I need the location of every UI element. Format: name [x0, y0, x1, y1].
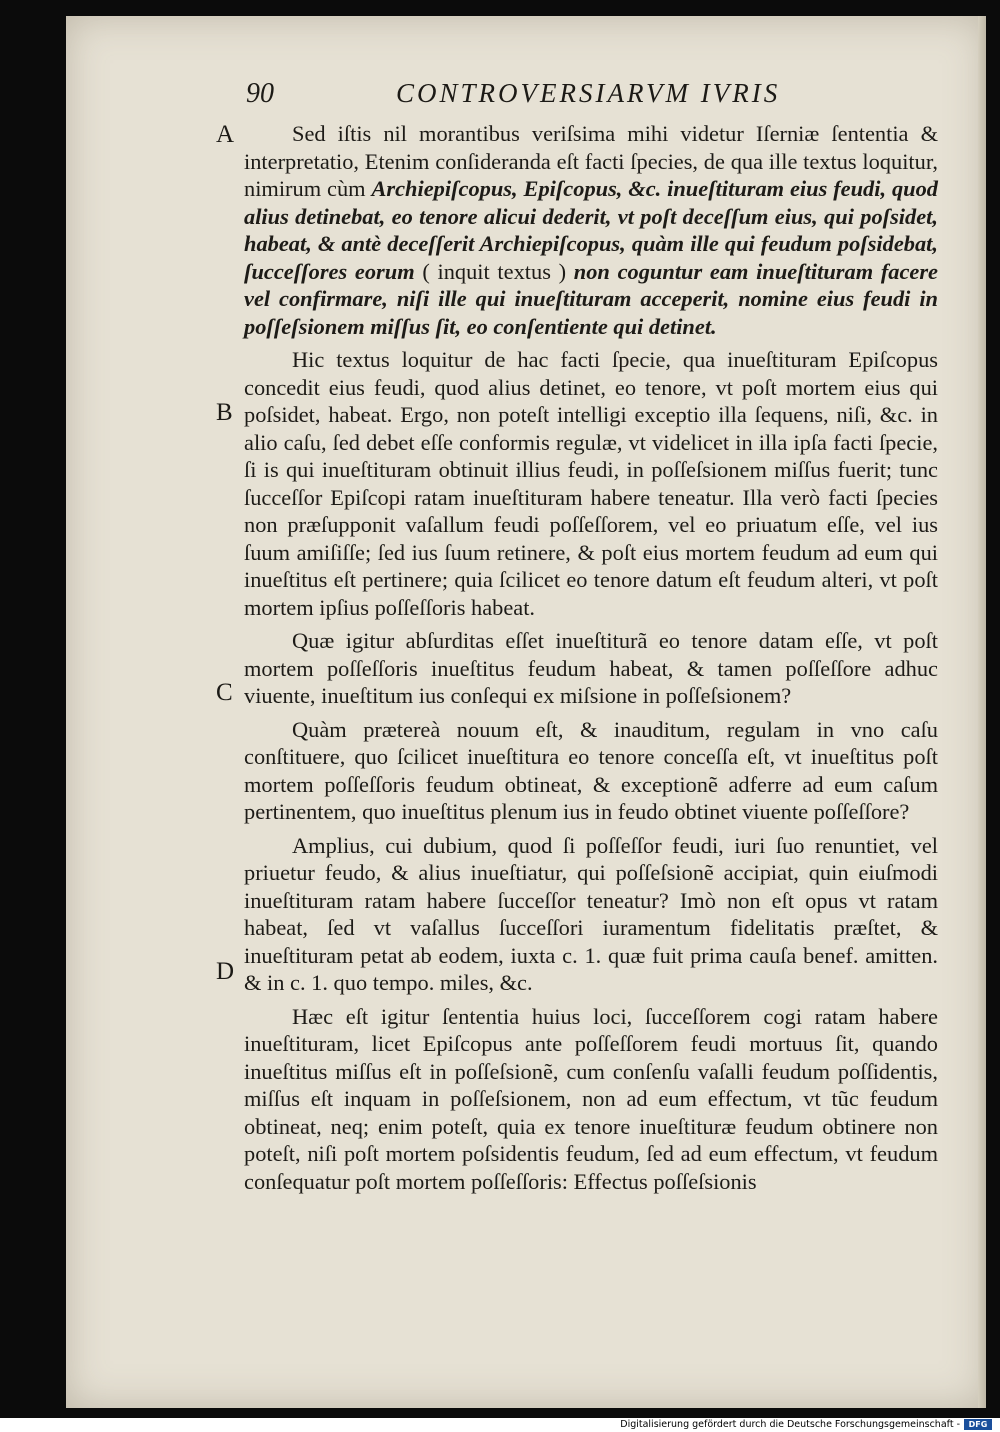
book-page — [66, 16, 986, 1408]
page-header — [66, 78, 986, 118]
paragraph-4: Quàm prætereà nouum eſt, & inauditum, regulam in vno caſu conſtituere, quo ſcilicet inueſtitura eo tenore conceſſa eſt, vt inueſtitus poſt mortem poſſeſſoris feudum obtineat, & exceptionẽ adferre ad eum caſum pertinentem, quo inueſtitus plenum ius in feudo obtinet viuente poſſeſſore? — [244, 716, 938, 824]
paragraph-1-citation: Archiepiſcopus, Epiſcopus, &c. inueſtituram eius feudi, quod alius detinebat, eo tenore alicui dederit, vt poſt deceſſum eius, qui poſsidet, habeat, & antè deceſſerit Archiepiſcopus, quàm ille qui feudum poſsidebat, ſucceſſores eorum — [244, 176, 938, 284]
margin-letter-b: B — [216, 399, 233, 426]
paragraph-5: Amplius, cui dubium, quod ſi poſſeſſor feudi, iuri ſuo renuntiet, vel priuetur feudo, & alius inueſtiatur, qui poſſeſsionẽ accipiat, quin eiuſmodi inueſtituram ratam habere ſucceſſor teneatur? Imò non eſt opus vt ratam habeat, ſed vt vaſallus ſucceſſori iuramentum fidelitatis præſtet, & inueſtituram petat ab eodem, iuxta c. 1. quæ fuit prima cauſa benef. amitten. & in c. 1. quo tempo. miles, &c. — [244, 832, 938, 995]
paragraph-3: Quæ igitur abſurditas eſſet inueſtiturã eo tenore datam eſſe, vt poſt mortem poſſeſſoris inueſtitus feudum habeat, & tamen poſſeſſore adhuc viuente, inueſtitum ius conſequi ex miſsione in poſſeſsionem? — [244, 628, 938, 708]
body-text — [244, 120, 938, 1201]
page-number: 90 — [246, 78, 274, 109]
page-edge — [978, 16, 986, 1408]
paragraph-1-aside: ( inquit textus ) — [414, 258, 574, 284]
paragraph-1 — [244, 120, 938, 340]
footer-bar — [0, 1418, 1000, 1432]
margin-letter-c: C — [216, 679, 233, 706]
paragraph-6: Hæc eſt igitur ſententia huius loci, ſucceſſorem cogi ratam habere inueſtituram, licet Epiſcopus ante poſſeſſorem feudi mortuus ſit, quando inueſtitus miſſus eſt in poſſeſsionẽ, cum conſenſu vaſalli feudum poſſidentis, miſſus eſt inquam in poſſeſsionem, non ad eum effectum, vt tũc feudum obtineat, neq; enim poteſt, quia ex tenore inueſtituræ feudum obtinere non poteſt, niſi poſt mortem poſsidentis feudum, ſed ad eum effectum, vt feudum conſequatur poſt mortem poſſeſſoris: Effectus poſſeſsionis — [244, 1003, 938, 1194]
footer-credit: Digitalisierung gefördert durch die Deutsche Forschungsgemeinschaft - — [620, 1419, 960, 1430]
margin-letter-a: A — [216, 121, 235, 148]
running-title: CONTROVERSIARVM IVRIS — [396, 78, 781, 108]
paragraph-2: Hic textus loquitur de hac facti ſpecie, qua inueſtituram Epiſcopus concedit eius feudi, quod alius detinet, eo tenore, vt poſt mortem eius qui poſsidet, habeat. Ergo, non poteſt intelligi exceptio illa ſequens, niſi, &c. in alio caſu, ſed debet eſſe conformis regulæ, vt videlicet in illa ipſa facti ſpecie, ſi is qui inueſtituram obtinuit illius feudi, in poſſeſsionem miſſus fuerit; tunc ſucceſſor Epiſcopi ratam inueſtituram habere teneatur. Illa verò facti ſpecies non præſupponit vaſallum feudi poſſeſſorem, vel eo priuatum eſſe, vel ius ſuum amiſiſſe; ſed ius ſuum retinere, & poſt eius mortem feudum ad eum qui inueſtitus eſt pertinere; quia ſcilicet eo tenore datum eſt feudum alteri, vt poſt mortem ipſius poſſeſſoris habeat. — [244, 347, 938, 620]
dfg-logo-icon: DFG — [964, 1419, 992, 1430]
paragraph-1-text: Sed iſtis nil morantibus veriſsima mihi videtur Iſerniæ ſententia & interpretatio, Etenim conſideranda eſt facti ſpecies, de qua ille textus loquitur, nimirum cùm — [244, 121, 938, 201]
paragraph-1-citation-end: non coguntur eam inueſtituram facere vel confirmare, niſi ille qui inueſtituram acceperit, nomine eius feudi in poſſeſsionem miſſus ſit, eo conſentiente qui detinet. — [244, 258, 938, 339]
margin-letter-d: D — [216, 958, 235, 985]
